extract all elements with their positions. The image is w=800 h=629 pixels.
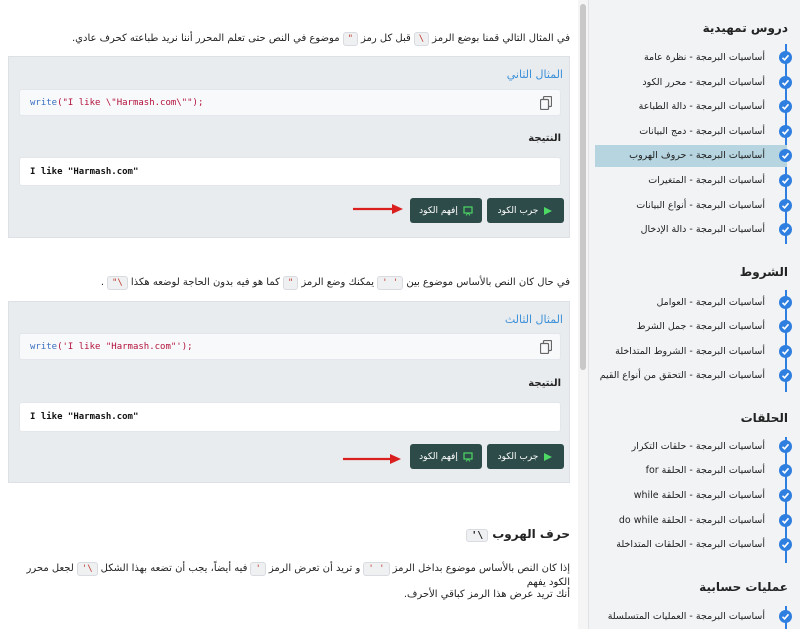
heading-text: حرف الهروب — [492, 527, 570, 541]
paragraph-text: إذا كان النص بالأساس موضوع بداخل الرمز — [392, 563, 570, 574]
scrollbar[interactable] — [578, 0, 588, 629]
check-icon — [779, 76, 792, 89]
inline-code: ' ' — [363, 562, 389, 576]
lessons-sidebar — [588, 0, 800, 629]
check-icon — [779, 489, 792, 502]
section-heading — [466, 527, 570, 541]
check-icon — [779, 320, 792, 333]
try-code-button[interactable] — [487, 444, 564, 469]
check-icon — [779, 199, 792, 212]
paragraph-text: لجعل محرر الكود يفهم — [26, 563, 570, 588]
sidebar-item[interactable]: أساسيات البرمجة - العمليات المتسلسلة — [607, 611, 765, 622]
sidebar-item[interactable]: أساسيات البرمجة - محرر الكود — [642, 77, 765, 88]
example-3-box — [8, 301, 570, 483]
section-title: الحلقات — [740, 411, 788, 425]
paragraph-single-quotes — [8, 276, 570, 290]
code-args: ("I like \"Harmash.com\""); — [57, 98, 204, 108]
check-icon — [779, 369, 792, 382]
paragraph-continuation: أنك تريد عرض هذا الرمز كباقي الأحرف. — [403, 589, 570, 600]
paragraph-text: موضوع في النص حتى تعلم المحرر أننا نريد طباعته كحرف عادي. — [72, 33, 340, 44]
check-icon — [779, 440, 792, 453]
code-line — [30, 342, 193, 352]
presentation-icon — [463, 452, 473, 462]
code-block — [19, 333, 561, 360]
sidebar-item[interactable]: أساسيات البرمجة - نظرة عامة — [643, 52, 765, 63]
inline-code: ' — [250, 562, 265, 576]
sidebar-item[interactable]: أساسيات البرمجة - الحلقات المتداخلة — [616, 539, 765, 550]
inline-code: " — [343, 32, 358, 46]
sidebar-item[interactable]: أساسيات البرمجة - أنواع البيانات — [636, 200, 765, 211]
paragraph-text: في حال كان النص بالأساس موضوع بين — [406, 277, 570, 288]
sidebar-item[interactable]: أساسيات البرمجة - حلقات التكرار — [631, 441, 765, 452]
check-icon — [779, 125, 792, 138]
inline-code: ' ' — [377, 276, 403, 290]
sidebar-item[interactable]: أساسيات البرمجة - المتغيرات — [648, 175, 765, 186]
paragraph-text: . — [100, 277, 104, 288]
check-icon — [779, 51, 792, 64]
understand-code-label: إفهم الكود — [419, 451, 458, 462]
result-text: I like "Harmash.com" — [30, 412, 139, 422]
check-icon — [779, 345, 792, 358]
code-function: write — [30, 98, 58, 108]
example-2-box — [8, 56, 570, 238]
code-args: ('I like "Harmash.com"'); — [57, 342, 193, 352]
sidebar-item[interactable]: أساسيات البرمجة - دمج البيانات — [639, 126, 765, 137]
inline-code: \' — [77, 562, 98, 576]
paragraph-escape-quote — [8, 562, 570, 590]
sidebar-item[interactable]: أساسيات البرمجة - الحلقة for — [645, 465, 765, 476]
sidebar-item[interactable]: أساسيات البرمجة - الشروط المتداخلة — [615, 346, 765, 357]
paragraph-text: و تريد أن تعرض الرمز — [268, 563, 361, 574]
play-icon — [543, 452, 553, 462]
check-icon — [779, 464, 792, 477]
inline-code: " — [283, 276, 298, 290]
heading-code: \' — [466, 529, 488, 542]
result-label: النتيجة — [528, 378, 561, 389]
sidebar-item[interactable]: أساسيات البرمجة - الحلقة do while — [618, 515, 765, 526]
result-label: النتيجة — [528, 133, 561, 144]
try-code-label: جرب الكود — [497, 205, 539, 216]
understand-code-button[interactable] — [410, 198, 482, 223]
section-title: دروس تمهيدية — [702, 21, 788, 35]
play-icon — [543, 206, 553, 216]
try-code-button[interactable] — [487, 198, 564, 223]
arrow-right-icon — [342, 453, 402, 465]
check-icon — [779, 100, 792, 113]
check-icon — [779, 610, 792, 623]
check-icon — [779, 514, 792, 527]
example-title: المثال الثاني — [506, 68, 563, 81]
result-box — [19, 402, 561, 432]
check-icon — [779, 538, 792, 551]
code-function: write — [30, 342, 58, 352]
copy-icon[interactable] — [540, 340, 552, 354]
result-box — [19, 157, 561, 186]
arrow-right-icon — [352, 203, 404, 215]
sidebar-item[interactable]: أساسيات البرمجة - العوامل — [656, 297, 765, 308]
section-title: الشروط — [739, 265, 788, 279]
check-icon — [779, 223, 792, 236]
paragraph-text: كما هو فيه بدون الحاجة لوضعه هكذا — [130, 277, 280, 288]
code-line — [30, 98, 203, 108]
check-icon — [779, 296, 792, 309]
paragraph-text: يمكنك وضع الرمز — [301, 277, 375, 288]
copy-icon[interactable] — [540, 96, 552, 110]
sidebar-item[interactable]: أساسيات البرمجة - الحلقة while — [633, 490, 765, 501]
sidebar-item[interactable]: أساسيات البرمجة - التحقق من أنواع القيم — [599, 370, 765, 381]
sidebar-item[interactable]: أساسيات البرمجة - دالة الإدخال — [640, 224, 765, 235]
inline-code: \" — [107, 276, 128, 290]
sidebar-item[interactable]: أساسيات البرمجة - دالة الطباعة — [638, 101, 765, 112]
scrollbar-thumb[interactable] — [580, 4, 586, 370]
section-title: عمليات حسابية — [699, 580, 788, 594]
presentation-icon — [463, 206, 473, 216]
paragraph-escape-intro — [8, 32, 570, 46]
paragraph-text: في المثال التالي قمنا بوضع الرمز — [432, 33, 570, 44]
try-code-label: جرب الكود — [497, 451, 539, 462]
paragraph-text: فيه أيضاً، يجب أن تضعه بهذا الشكل — [100, 563, 248, 574]
check-icon — [779, 174, 792, 187]
paragraph-text: قبل كل رمز — [360, 33, 411, 44]
check-icon — [779, 149, 792, 162]
sidebar-item-active[interactable]: أساسيات البرمجة - حروف الهروب — [595, 145, 787, 167]
sidebar-item[interactable]: أساسيات البرمجة - جمل الشرط — [636, 321, 765, 332]
example-title: المثال الثالث — [504, 313, 563, 326]
inline-code: \ — [414, 32, 429, 46]
understand-code-label: إفهم الكود — [419, 205, 458, 216]
code-block — [19, 89, 561, 116]
understand-code-button[interactable] — [410, 444, 482, 469]
result-text: I like "Harmash.com" — [30, 167, 139, 177]
